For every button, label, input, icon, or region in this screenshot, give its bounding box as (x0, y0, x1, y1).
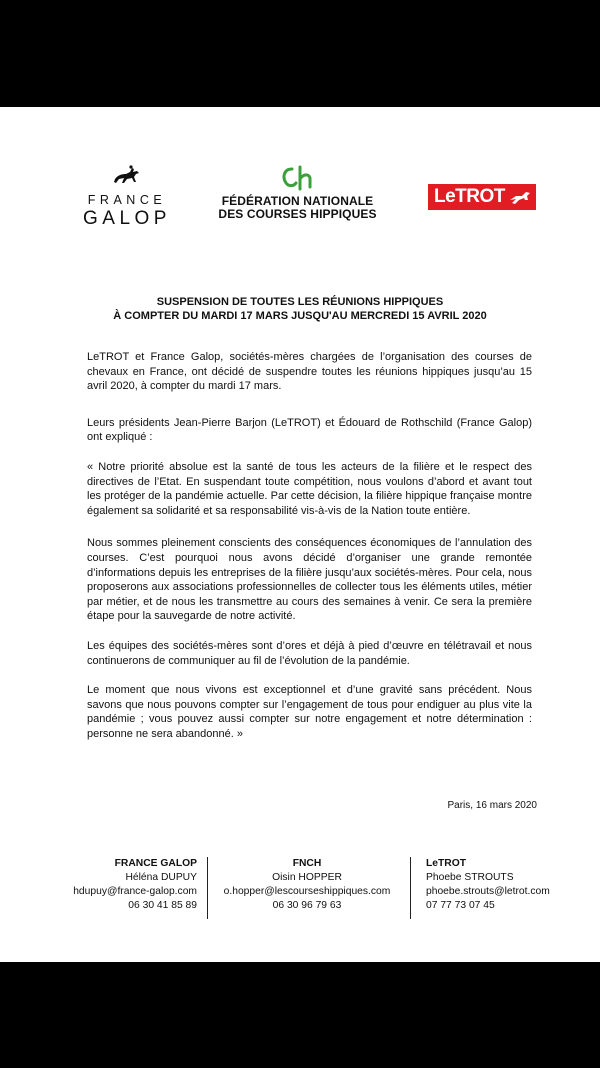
contact-name: Phoebe STROUTS (426, 872, 514, 883)
paragraph: LeTROT et France Galop, sociétés-mères chargées de l’organisation des courses de chevaux en France, ont décidé de suspendre toutes les réunions hippiques jusqu’au 15 avril 2020, à compter du mardi 17 mars. (87, 351, 532, 393)
contact-org: FRANCE GALOP (114, 858, 197, 869)
contact-phone: 07 77 73 07 45 (426, 900, 495, 911)
release-date: Paris, 16 mars 2020 (447, 800, 537, 811)
fnch-ch-mark-icon (280, 165, 316, 193)
fnch-logo (205, 165, 390, 221)
press-release-page (0, 107, 600, 962)
contact-fnch (216, 857, 398, 913)
contact-name: Oisin HOPPER (272, 872, 342, 883)
france-galop-line1: FRANCE (87, 193, 167, 207)
divider (207, 857, 208, 919)
france-galop-logo (64, 165, 190, 230)
horse-rider-icon (112, 165, 142, 187)
contact-org: FNCH (292, 858, 322, 869)
contact-phone: 06 30 41 85 89 (128, 900, 197, 911)
contact-letrot (426, 857, 566, 913)
fnch-name-line2: DES COURSES HIPPIQUES (218, 207, 377, 221)
france-galop-line2: GALOP (83, 208, 171, 229)
paragraph: Les équipes des sociétés-mères sont d’ores et déjà à pied d’œuvre en télétravail et nous continuerons de communiquer au fil de l’évolution de la pandémie. (87, 639, 532, 667)
contact-phone: 06 30 96 79 63 (272, 900, 342, 911)
press-release-body (87, 350, 532, 741)
paragraph: Nous sommes pleinement conscients des conséquences économiques de l’annulation des courses. C’est pourquoi nous avons décidé d’organiser une grande remontée d’informations depuis les entreprises de la filière jusqu’aux sociétés-mères. Pour cela, nous proposerons aux associations professionnelles de collecter tous les éléments utiles, métier par métier, et de nous les transmettre au cours des semaines à venir. Ce sera la première étape pour la sauvegarde de notre activité. (87, 537, 532, 623)
contact-email[interactable]: phoebe.strouts@letrot.com (426, 886, 550, 897)
divider (410, 857, 411, 919)
paragraph: Le moment que nous vivons est exceptionnel et d’une gravité sans précédent. Nous savons que nous pouvons compter sur l’engagement de tous pour endiguer au plus vite la pandémie ; vous pouvez aussi compter sur notre engagement et notre détermination : personne ne sera abandonné. » (87, 684, 532, 740)
page-title (0, 295, 600, 323)
title-line2: À COMPTER DU MARDI 17 MARS JUSQU'AU MERCREDI 15 AVRIL 2020 (113, 310, 487, 322)
letrot-logo (428, 184, 536, 210)
paragraph: « Notre priorité absolue est la santé de tous les acteurs de la filière et le respect des directives de l’Etat. En suspendant toute compétition, nous voulons d’abord et avant tout les protéger de la pandémie actuelle. Par cette décision, la filière hippique française montre également sa solidarité et sa responsabilité vis-à-vis de la Nation toute entière. (87, 460, 532, 517)
fnch-name-line1: FÉDÉRATION NATIONALE (221, 194, 374, 208)
contact-email[interactable]: hdupuy@france-galop.com (73, 886, 197, 897)
contact-email[interactable]: o.hopper@lescourseshippiques.com (223, 886, 391, 897)
trotter-icon (508, 188, 532, 206)
contact-name: Héléna DUPUY (125, 872, 197, 883)
title-line1: SUSPENSION DE TOUTES LES RÉUNIONS HIPPIQUES (156, 296, 444, 308)
contact-org: LeTROT (426, 858, 467, 869)
paragraph: Leurs présidents Jean-Pierre Barjon (LeTROT) et Édouard de Rothschild (France Galop) ont expliqué : (87, 416, 532, 444)
letrot-logo-text: LeTROT (434, 186, 505, 207)
contact-france-galop (60, 857, 197, 913)
